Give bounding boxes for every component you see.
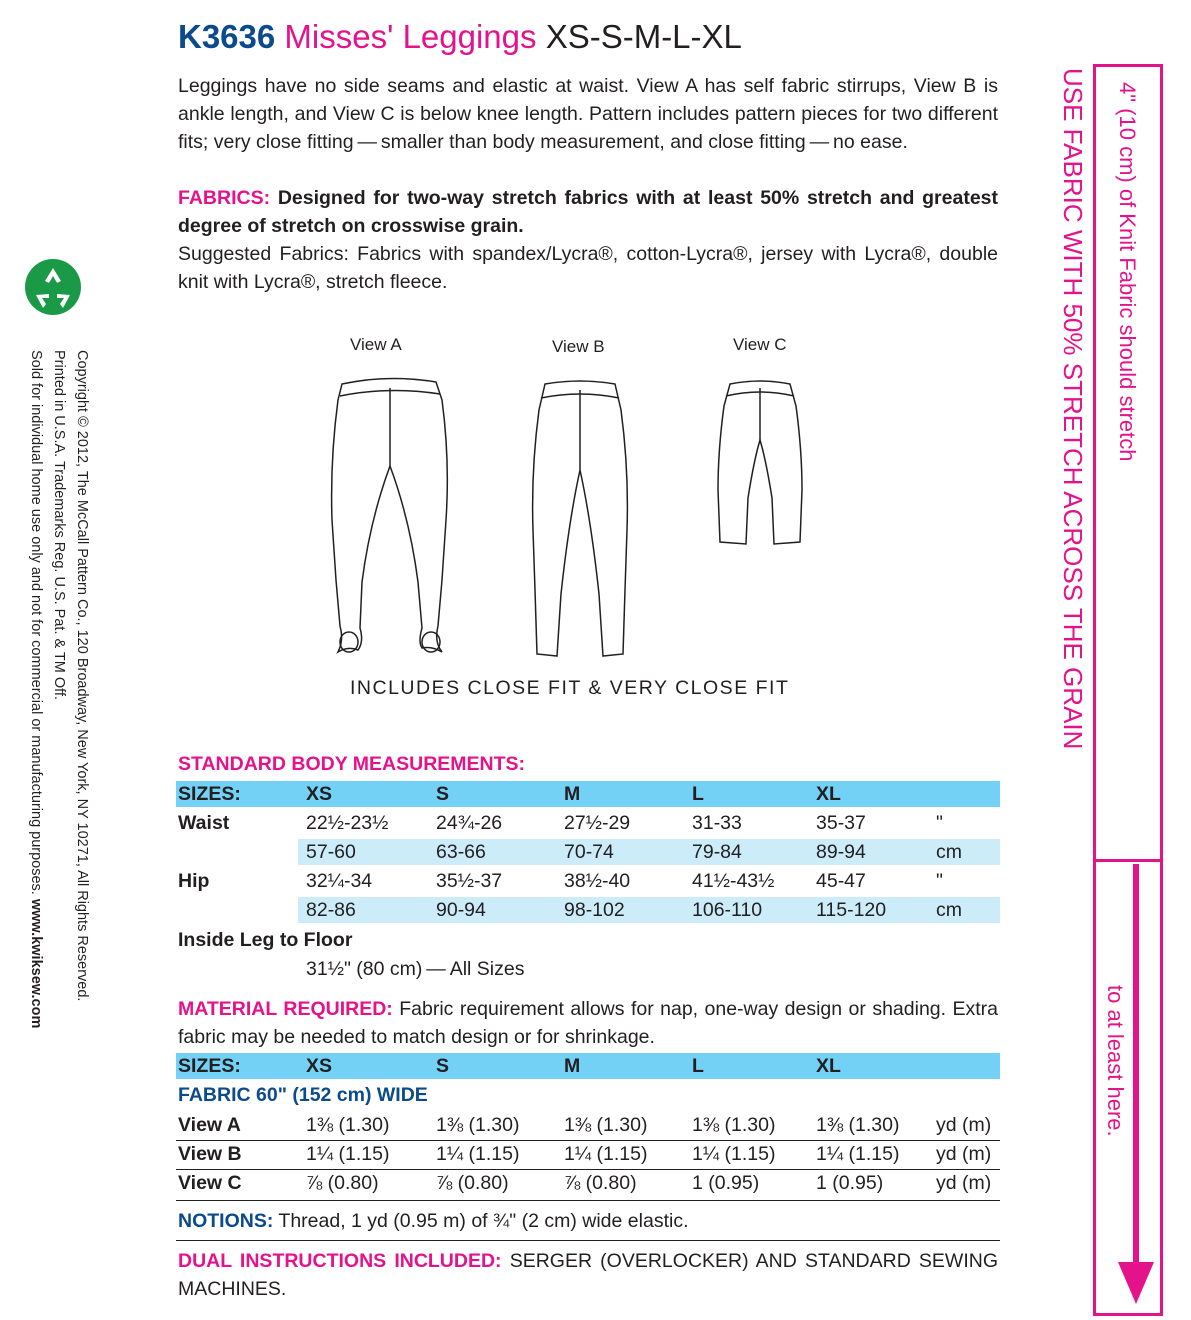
dual-instructions xyxy=(178,1247,998,1303)
material-text: Fabric requirement allows for nap, one-way design or shading. Extra fabric may be needed to match design or for shrinkage. xyxy=(178,998,998,1048)
page-title xyxy=(178,18,742,56)
view-b-yardage-row: View B 1¼ (1.15) 1¼ (1.15) 1¼ (1.15) 1¼ (1.15) 1¼ (1.15) yd (m) xyxy=(178,1143,992,1165)
hip-cm-row: 82-86 90-94 98-102 106-110 115-120 cm xyxy=(298,897,1000,923)
description: Leggings have no side seams and elastic at waist. View A has self fabric stirrups, View B is ankle length, and View C is below knee length. Pattern includes pattern pieces for two different fits; very close fitting — smaller than body measurement, and close fitting — no ease. xyxy=(178,75,998,153)
suggested-fabrics: Suggested Fabrics: Fabrics with spandex/Lycra®, cotton-Lycra®, jersey with Lycra®, double knit with Lycra®, stretch fleece. xyxy=(178,243,998,293)
inside-leg-label: Inside Leg to Floor xyxy=(178,929,353,951)
sold-line: Sold for individual home use only and not for commercial or manufacturing purposes. www.kwiksew.com xyxy=(28,350,44,1029)
notions-label: NOTIONS: xyxy=(178,1210,274,1232)
pattern-sizes: XS-S-M-L-XL xyxy=(545,18,742,55)
fabric-width-label: FABRIC 60" (152 cm) WIDE xyxy=(178,1084,428,1106)
dual-label: DUAL INSTRUCTIONS INCLUDED: xyxy=(178,1250,502,1272)
view-c-illustration xyxy=(710,380,810,550)
view-a-illustration xyxy=(310,370,470,670)
view-a-label: View A xyxy=(350,335,402,354)
measurements-heading: STANDARD BODY MEASUREMENTS: xyxy=(178,753,526,775)
dual-text: SERGER (OVERLOCKER) AND STANDARD SEWING MACHINES. xyxy=(178,1250,998,1300)
printed-line: Printed in U.S.A. Trademarks Reg. U.S. Pat. & TM Off. xyxy=(51,350,67,701)
view-c-label: View C xyxy=(733,335,787,354)
waist-inch-row: Waist 22½-23½ 24¾-26 27½-29 31-33 35-37 " xyxy=(178,812,943,834)
notions-line xyxy=(178,1210,688,1233)
fabrics-text: Designed for two-way stretch fabrics with at least 50% stretch and greatest degree of stretch on crosswise grain. xyxy=(178,187,998,237)
view-c-yardage-row: View C ⅞ (0.80) ⅞ (0.80) ⅞ (0.80) 1 (0.95) 1 (0.95) yd (m) xyxy=(178,1172,992,1194)
arrow-down-icon xyxy=(1114,864,1158,1304)
material-sizes-row: SIZES: XS S M L XL xyxy=(176,1053,1000,1079)
measurements-sizes-row: SIZES: XS S M L XL xyxy=(176,781,1000,807)
view-b-illustration xyxy=(515,380,645,670)
includes-fits: INCLUDES CLOSE FIT & VERY CLOSE FIT xyxy=(350,677,790,699)
view-a-yardage-row: View A 1⅜ (1.30) 1⅜ (1.30) 1⅜ (1.30) 1⅜ (1.30) 1⅜ (1.30) yd (m) xyxy=(178,1114,992,1136)
material-label: MATERIAL REQUIRED: xyxy=(178,998,393,1020)
copyright-block xyxy=(15,350,105,1180)
divider xyxy=(176,1200,1000,1201)
fabrics-label: FABRICS: xyxy=(178,187,271,209)
stretch-gauge-limit-text: to at least here. xyxy=(1103,985,1128,1137)
view-b-label: View B xyxy=(552,337,605,356)
stretch-gauge-divider xyxy=(1093,859,1163,862)
fabrics-paragraph xyxy=(178,184,998,240)
divider xyxy=(176,1169,1000,1170)
website-link[interactable]: www.kwiksew.com xyxy=(28,898,44,1029)
stretch-gauge-text: 4" (10 cm) of Knit Fabric should stretch xyxy=(1115,82,1140,462)
divider xyxy=(176,1140,1000,1141)
waist-cm-row: 57-60 63-66 70-74 79-84 89-94 cm xyxy=(298,839,1000,865)
pattern-code: K3636 xyxy=(178,18,276,55)
stretch-instruction: USE FABRIC WITH 50% STRETCH ACROSS THE GRAIN xyxy=(1058,68,1088,750)
material-paragraph xyxy=(178,995,998,1051)
hip-inch-row: Hip 32¼-34 35½-37 38½-40 41½-43½ 45-47 " xyxy=(178,870,943,892)
notions-text: Thread, 1 yd (0.95 m) of ¾" (2 cm) wide elastic. xyxy=(273,1210,689,1232)
pattern-name: Misses' Leggings xyxy=(284,18,537,55)
recycle-icon xyxy=(24,258,82,316)
copyright-line: Copyright © 2012, The McCall Pattern Co., 120 Broadway, New York, NY 10271, All Rights Reserved. xyxy=(74,350,90,1002)
inside-leg-value: 31½" (80 cm) — All Sizes xyxy=(306,958,525,980)
divider xyxy=(176,1240,1000,1241)
